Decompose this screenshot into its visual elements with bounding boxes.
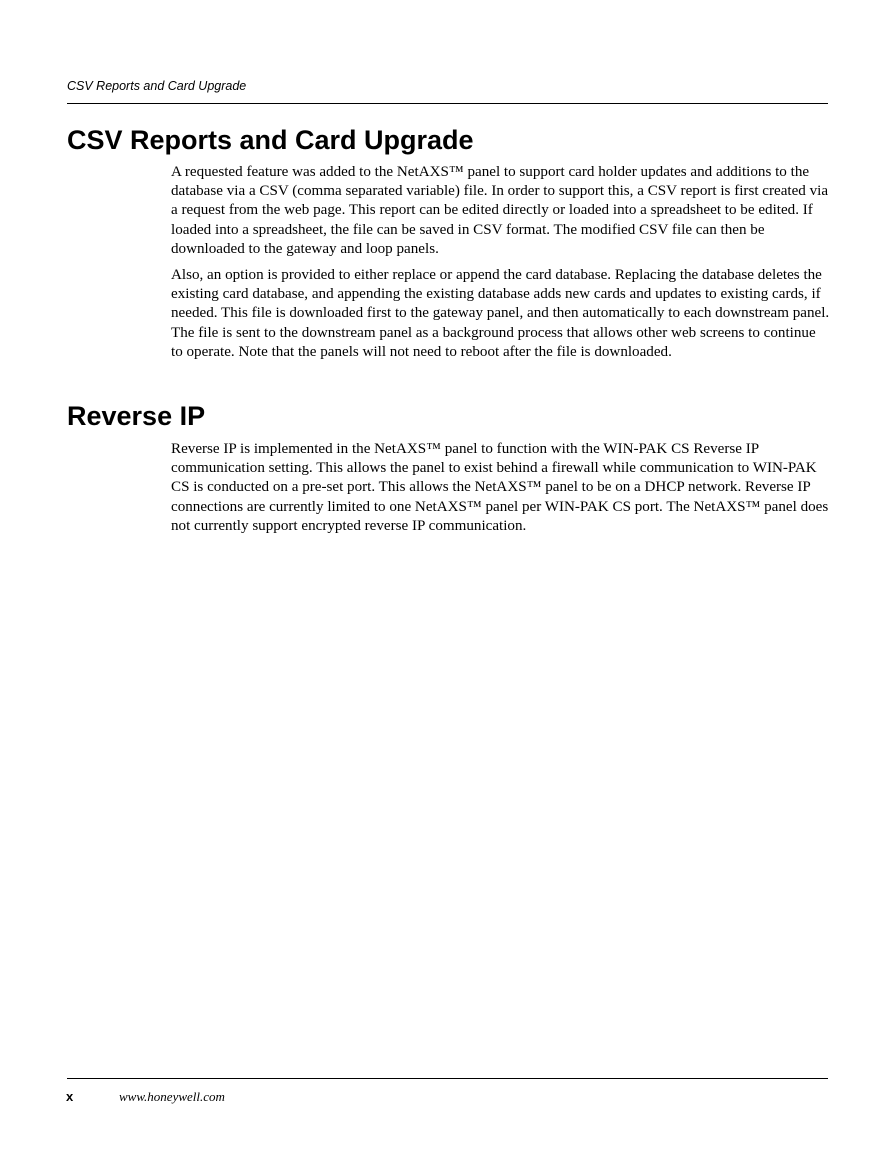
running-header: CSV Reports and Card Upgrade — [67, 79, 247, 93]
paragraph-reverse-ip: Reverse IP is implemented in the NetAXS™ panel to function with the WIN-PAK CS Reverse IP communication setting. This allows the panel to exist behind a firewall while communication to WIN-PAK CS is conducted on a pre-set port. This allows the NetAXS™ panel to be on a DHCP network. Reverse IP connections are currently limited to one NetAXS™ panel per WIN-PAK CS port. The NetAXS™ panel does not currently support encrypted reverse IP communication. — [171, 441, 829, 534]
section-heading-csv-reports: CSV Reports and Card Upgrade — [67, 125, 474, 155]
section-body-csv-reports — [171, 163, 831, 362]
page-number: x — [66, 1089, 74, 1104]
footer-divider — [67, 1078, 828, 1079]
section-body-reverse-ip — [171, 440, 831, 536]
header-divider — [67, 103, 828, 104]
paragraph-csv-feature: A requested feature was added to the NetAXS™ panel to support card holder updates and additions to the database via a CSV (comma separated variable) file. In order to support this, a CSV report is first created via a request from the web page. This report can be edited directly or loaded into a spreadsheet to be edited. If loaded into a spreadsheet, the file can be saved in CSV format. The modified CSV file can then be downloaded to the gateway and loop panels. — [171, 164, 829, 257]
section-heading-reverse-ip: Reverse IP — [67, 401, 206, 431]
footer-url: www.honeywell.com — [119, 1089, 225, 1104]
paragraph-csv-database-option: Also, an option is provided to either replace or append the card database. Replacing the database deletes the existing card database, and appending the existing database adds new cards and updates to existing cards, if needed. This file is downloaded first to the gateway panel, and then automatically to each downstream panel. The file is sent to the downstream panel as a background process that allows other web screens to continue to operate. Note that the panels will not need to reboot after the file is downloaded. — [171, 267, 830, 360]
